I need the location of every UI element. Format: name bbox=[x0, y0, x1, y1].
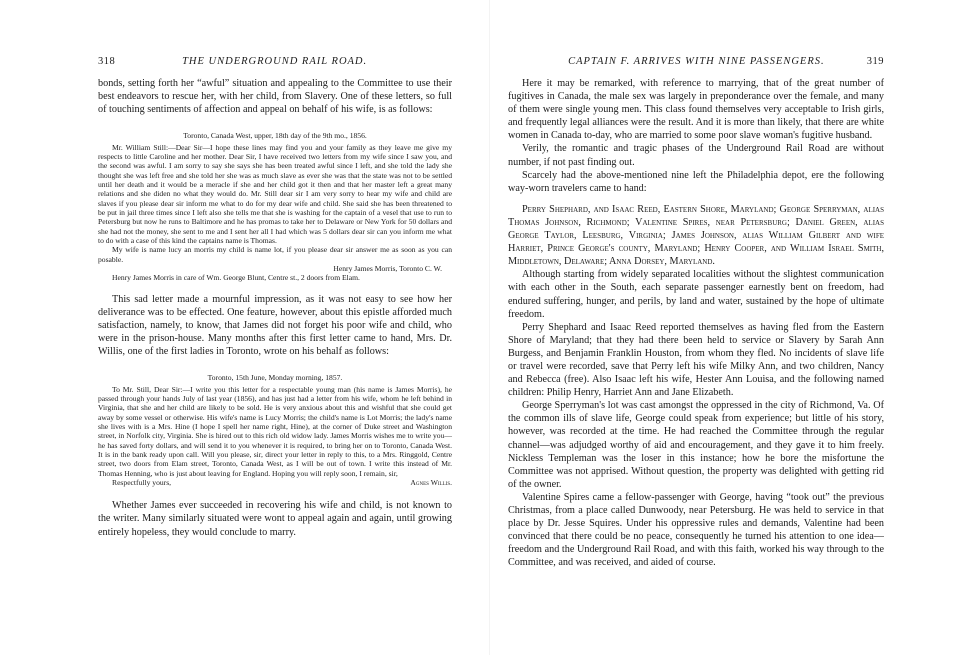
paragraph-shephard-reed: Perry Shephard and Isaac Reed reported themselves as having fled from the Eastern Shore of Maryland; that they had there been held to service or Slavery by Sarah Ann Burgess, and Benjamin Franklin Houston, from whom they fled. No incidents of slave life or travel were recorded, save that Perry left his wife Milky Ann, and two children, Nancy and Rebecca (free). Also Isaac left his wife, Hester Ann Louisa, and the following named children: Philip Henry, Harriet Ann and Jane Elizabeth. bbox=[508, 321, 884, 399]
letter2-dateline: Toronto, 15th June, Monday morning, 1857. bbox=[207, 373, 343, 383]
letter1-signature: Henry James Morris, Toronto C. W. bbox=[333, 264, 442, 274]
letter1-body: Mr. William Still:—Dear Sir—I hope these lines may find you and your family as they leave me give my respects to little Caroline and her mother. Dear Sir, I have received two letters from my wife since I saw you, and the second was awful. I am sorry to say she says she has been treated awful since I left, and she told the lady she thought she was left free and she told her she was as much slave as ever she was that the state was not to be settled until her death and it would be a meracle if she and her child got it then and that her master left a great many relations and she diden no what they would do. Mr. Still dear sir I am very sorry to hear my wife and child are slaves if you please dear sir inform me what to do for my dear wife and child. She said she has been threatened to be put in jail three times since I left also she tells me that she is washing for the captain of a vesel that use to run to Petersburg but now he runs to Baltimore and he has promas to take her to Delaware or New York for 50 dollars and she had not the money, she sent to me and I sent her all I had which was 5 dollars dear sir can you inform me what to do with a case of this kind the captains name is Thomas. bbox=[98, 142, 452, 246]
right-page bbox=[490, 0, 980, 655]
letter2-signature: Agnes Willis. bbox=[410, 478, 452, 488]
left-running-head bbox=[98, 56, 452, 67]
letter1-postscript: My wife is name lucy an morris my child is name lot, if you please dear sir answer me as soon as you can posable. bbox=[98, 245, 452, 264]
letter1-dateline: Toronto, Canada West, upper, 18th day of the 9th mo., 1856. bbox=[183, 131, 367, 141]
paragraph-marrying: Here it may be remarked, with reference to marrying, that of the great number of fugitives in Canada, the male sex was largely in preponderance over the female, and many of them were single young men. This class found themselves very acceptable to Irish girls, and frequently legal alliances were the result. And it is more than likely, that there are white women in Canada to-day, who are married to some poor slave woman's fugitive husband. bbox=[508, 78, 884, 142]
intro-paragraph: bonds, setting forth her “awful” situation and appealing to the Committee to use their best endeavors to rescue her, with her child, from Slavery. One of these letters, so full of touching sentiments of affection and appeal on behalf of his wife, is as follows: bbox=[98, 78, 452, 116]
letter2-signoff bbox=[98, 478, 452, 487]
letter2-closing: Respectfully yours, bbox=[112, 478, 172, 488]
middle-paragraph: This sad letter made a mournful impression, as it was not easy to see how her deliverance was to be effected. One feature, however, about this epistle afforded much satisfaction, namely, to know, that James did not forget his poor wife and child, who were in the prison-house. Many months after this first letter came to hand, Mrs. Dr. Willis, one of the first ladies in Toronto, wrote on his behalf as follows: bbox=[98, 293, 452, 358]
letter2-body: To Mr. Still, Dear Sir:—I write you this letter for a respectable young man (his name is James Morris), he passed through your hands July of last year (1856), and has just had a letter from his wife, whom he left behind in Virginia, that she and her child are likely to be sold. He is very anxious about this and wishful that she could get away by some vessel or otherwise. His wife's name is Lucy Morris; the child's name is Lot Morris; the lady's name she lives with is a Mrs. Hine (I hope I spell her name right, Hine), at the corner of Duke street and Washington street, in Norfolk city, Virginia. She is hired out to this rich old widow lady. James Morris wishes me to write you—he has saved forty dollars, and will send it to you whenever it is required, to bring her on to Toronto, Canada West. It is in the bank ready upon call. Will you please, sir, direct your letter in reply to this, to a Mrs. Ringgold, Centre street, two doors from Elam street, Toronto, Canada West, as I will be out of town. I write this instead of Mr. Thomas Henning, who is just about leaving for England. Hoping you will reply soon, I remain, sir, bbox=[98, 384, 452, 478]
paragraph-travelers: Scarcely had the above-mentioned nine left the Philadelphia depot, ere the following way-worn travelers came to hand: bbox=[508, 169, 884, 194]
paragraph-sperryman: George Sperryman's lot was cast amongst the oppressed in the city of Richmond, Va. Of the common ills of slave life, George could speak from experience; but little of his story, however, was recorded at the time. He had reached the Committee through the regular channel—was adjudged worthy of aid and encouragement, and they gave it to him freely. Nickless Templeman was the loser in this instance; how he bore the misfortune the Committee was not apprised. Without question, the property was delighted with getting rid of the owner. bbox=[508, 400, 884, 490]
right-page-number: 319 bbox=[866, 56, 884, 67]
right-running-head bbox=[508, 56, 884, 67]
closing-paragraph: Whether James ever succeeded in recovering his wife and child, is not known to the writer. Many similarly situated were wont to appeal again and again, until growing entirely hopeless, they would conclude to marry. bbox=[98, 500, 452, 538]
left-running-title: THE UNDERGROUND RAIL ROAD. bbox=[182, 56, 368, 67]
paragraph-romantic: Verily, the romantic and tragic phases of the Underground Rail Road are without number, if not past finding out. bbox=[508, 143, 884, 168]
passenger-list: Perry Shephard, and Isaac Reed, Eastern Shore, Maryland; George Sperryman, alias Thomas Johnson, Richmond; Valentine Spires, near Petersburg; Daniel Green, alias George Taylor, Leesburg, Virginia; James Johnson, alias William Gilbert and wife Harriet, Prince George's county, Maryland; Henry Cooper, and William Israel Smith, Middletown, Delaware; Anna Dorsey, Maryland. bbox=[508, 203, 884, 268]
left-page-number: 318 bbox=[98, 56, 116, 67]
paragraph-spires: Valentine Spires came a fellow-passenger with George, having “took out” the previous Christmas, from a place called Dunwoody, near Petersburg. He was held to service in that place by Dr. Jesse Squires. Under his oppressive rules and demands, Valentine had been convinced that there could be no peace, consequently he turned his attention to one idea—freedom and the Underground Rail Road, and with this faith, worked his way through to the Committee, and was received, and aided of course. bbox=[508, 491, 884, 569]
right-running-title: CAPTAIN F. ARRIVES WITH NINE PASSENGERS. bbox=[568, 56, 825, 67]
paragraph-localities: Although starting from widely separated localities without the slightest communication with each other in the South, each separate passenger earnestly bent on freedom, had endured suffering, hunger, and perils, by land and water, sustained by the hope of ultimate freedom. bbox=[508, 269, 884, 320]
letter1-care-of: Henry James Morris in care of Wm. George Blunt, Centre st., 2 doors from Elam. bbox=[112, 273, 360, 283]
